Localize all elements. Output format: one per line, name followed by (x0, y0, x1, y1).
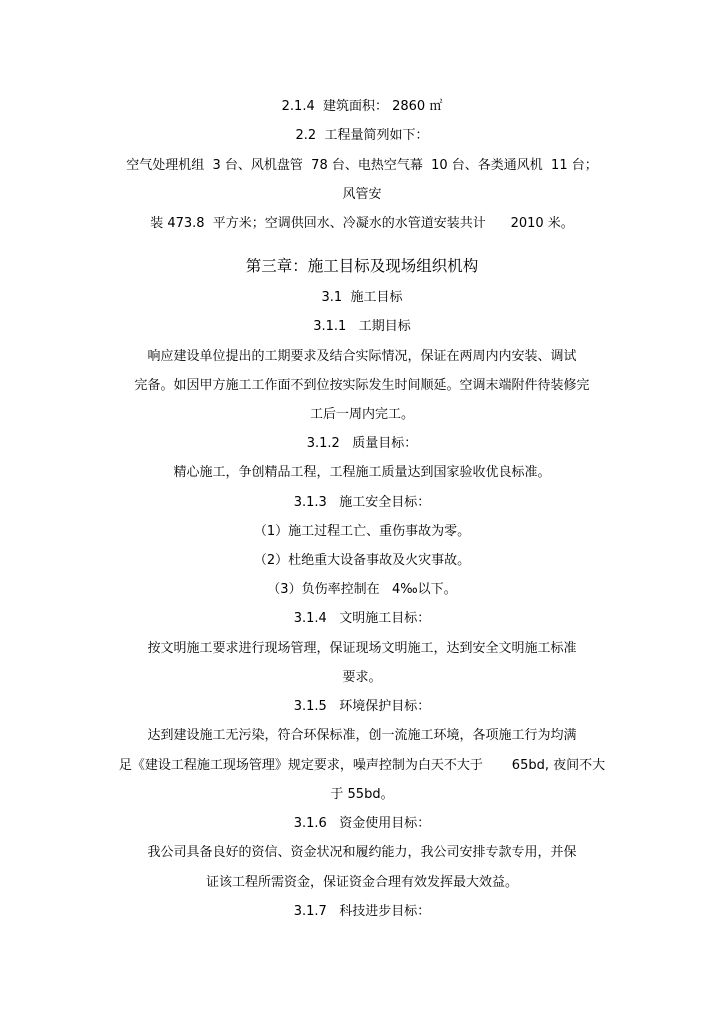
body-text-line: 我公司具备良好的资信、资金状况和履约能力，我公司安排专款专用，并保 (147, 845, 577, 860)
section-heading-3-1-2: 3.1.2 质量目标： (306, 436, 418, 451)
body-text-line: 按文明施工要求进行现场管理，保证现场文明施工，达到安全文明施工标准 (147, 641, 577, 656)
section-heading-3-1: 3.1 施工目标 (321, 290, 403, 305)
body-text-line: 要求。 (342, 670, 382, 685)
section-heading-3-1-3: 3.1.3 施工安全目标： (293, 495, 431, 510)
body-text-line: 精心施工，争创精品工程，工程施工质量达到国家验收优良标准。 (173, 465, 551, 480)
section-heading-2-2: 2.2 工程量简列如下： (295, 128, 429, 143)
section-heading-3-1-1: 3.1.1 工期目标 (313, 319, 411, 334)
list-item: （1）施工过程工亡、重伤事故为零。 (253, 524, 471, 539)
chapter-title: 第三章：施工目标及现场组织机构 (245, 257, 479, 275)
section-heading-3-1-5: 3.1.5 环境保护目标： (293, 699, 431, 714)
body-text-line: 空气处理机组 3 台、风机盘管 78 台、电热空气幕 10 台、各类通风机 11 台； (126, 158, 598, 173)
body-text-line: 于 55bd。 (330, 787, 394, 802)
section-heading-3-1-6: 3.1.6 资金使用目标： (293, 816, 431, 831)
section-heading-2-1-4: 2.1.4 建筑面积： 2860 ㎡ (281, 99, 443, 114)
body-text-line: 工后一周内完工。 (309, 407, 414, 422)
body-text-line: 足《建设工程施工现场管理》规定要求，噪声控制为白天不大于 65bd, 夜间不大 (118, 758, 606, 773)
body-text-line: 证该工程所需资金，保证资金合理有效发挥最大效益。 (205, 875, 518, 890)
body-text-line: 响应建设单位提出的工期要求及结合实际情况，保证在两周内内安装、调试 (147, 349, 577, 364)
list-item: （3）负伤率控制在 4‰以下。 (267, 582, 457, 597)
section-heading-3-1-7: 3.1.7 科技进步目标： (293, 904, 431, 919)
body-text-line: 完备。如因甲方施工工作面不到位按实际发生时间顺延。空调末端附件待装修完 (134, 378, 590, 393)
body-text-line: 风管安 (342, 187, 382, 202)
body-text-line: 装 473.8 平方米；空调供回水、冷凝水的水管道安装共计 2010 米。 (150, 216, 574, 231)
body-text-line: 达到建设施工无污染，符合环保标准，创一流施工环境，各项施工行为均满 (147, 728, 577, 743)
list-item: （2）杜绝重大设备事故及火灾事故。 (253, 553, 471, 568)
section-heading-3-1-4: 3.1.4 文明施工目标： (293, 611, 431, 626)
